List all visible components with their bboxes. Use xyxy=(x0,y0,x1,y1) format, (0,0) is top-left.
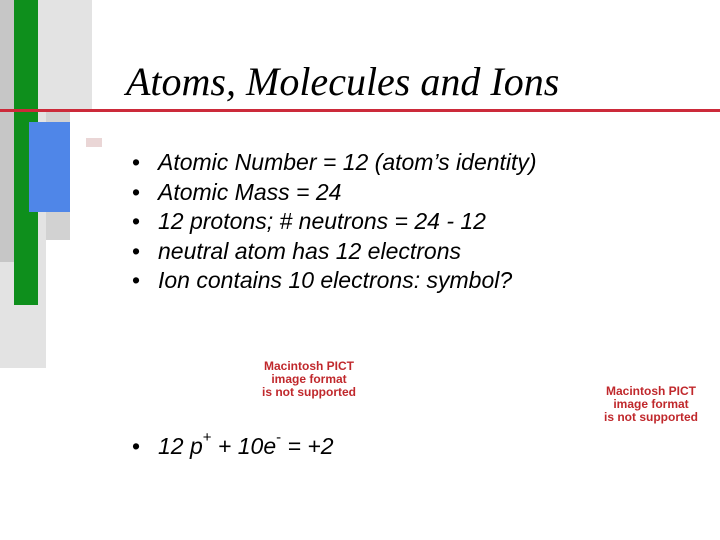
bullet-text: Atomic Mass = 24 xyxy=(158,178,342,205)
bullet-item xyxy=(130,148,537,178)
bullet-dot: • xyxy=(132,267,141,293)
pict-line: Macintosh PICT xyxy=(605,384,696,398)
bullet-text: Atomic Number = 12 (atom’s identity) xyxy=(158,149,537,175)
ion-charge-line xyxy=(130,429,334,460)
bullet-item xyxy=(130,207,537,237)
bullet-text: 12 protons; # neutrons = 24 - 12 xyxy=(158,208,486,234)
ion-sup1: + xyxy=(202,429,212,446)
pict-line: Macintosh PICT xyxy=(263,359,354,373)
bullet-list xyxy=(130,148,537,296)
bullet-item xyxy=(130,237,537,267)
bullet-dot: • xyxy=(132,149,141,175)
bullet-dot: • xyxy=(132,433,141,459)
ion-part2: + 10e xyxy=(211,433,277,459)
decor-blue-bar xyxy=(29,122,70,212)
ion-sup2: - xyxy=(276,429,282,446)
pict-placeholder-center xyxy=(262,360,356,399)
pict-line: is not supported xyxy=(604,410,698,424)
pict-line: image format xyxy=(271,372,347,386)
bullet-item xyxy=(130,178,537,208)
decor-gray-strip-dark xyxy=(0,0,14,262)
pict-line: is not supported xyxy=(262,385,356,399)
ion-part3: = +2 xyxy=(281,433,334,459)
ion-part1: 12 p xyxy=(158,433,203,459)
decor-small-mark xyxy=(86,138,102,147)
slide-title: Atoms, Molecules and Ions xyxy=(126,59,560,104)
title-underline xyxy=(0,109,720,112)
bullet-dot: • xyxy=(132,237,141,264)
bullet-dot: • xyxy=(132,208,141,234)
bullet-text: neutral atom has 12 electrons xyxy=(158,237,462,264)
bullet-item xyxy=(130,266,537,296)
pict-placeholder-right xyxy=(604,385,698,424)
bullet-dot: • xyxy=(132,178,141,205)
pict-line: image format xyxy=(613,397,689,411)
bullet-text: Ion contains 10 electrons: symbol? xyxy=(158,267,513,293)
